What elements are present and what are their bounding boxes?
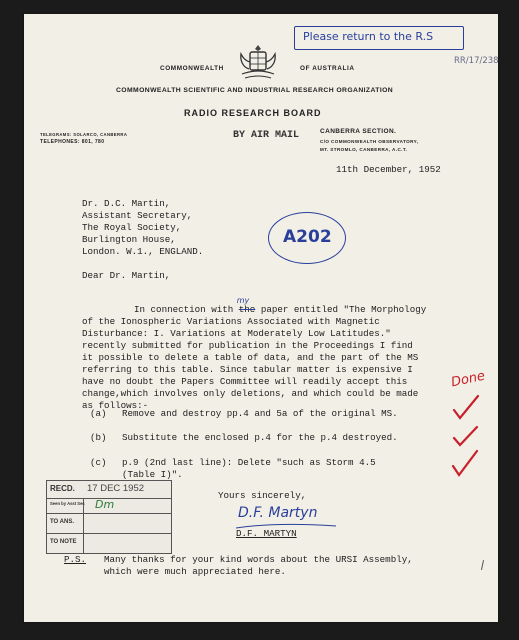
margin-pencil-mark	[481, 560, 484, 570]
of-australia-label: OF AUSTRALIA	[300, 65, 355, 72]
address-line: The Royal Society,	[82, 222, 182, 233]
body-line: of the Ionospheric Variations Associated with Magnetic	[82, 316, 380, 327]
stamp-recd-row	[47, 481, 171, 499]
list-item-label: (c)	[90, 457, 107, 468]
reference-circle	[268, 212, 346, 264]
signature: D.F. Martyn	[238, 505, 318, 521]
section-name: CANBERRA SECTION.	[320, 128, 397, 135]
postscript-line: Many thanks for your kind words about the URSI Assembly,	[104, 554, 413, 565]
list-item-label: (b)	[90, 432, 107, 443]
list-item-text: Substitute the enclosed p.4 for the p.4 destroyed.	[122, 432, 398, 443]
body-line: as follows:-	[82, 400, 149, 411]
signer-name: D.F. MARTYN	[236, 528, 297, 539]
observatory-line: C/O COMMONWEALTH OBSERVATORY,	[320, 139, 419, 144]
stamp-to-note-label: TO NOTE	[50, 539, 77, 545]
stamp-to-ans-row	[47, 513, 171, 534]
coat-of-arms-icon	[236, 42, 280, 84]
postscript-line: which were much appreciated here.	[104, 566, 286, 577]
struck-word-text: the	[238, 304, 256, 315]
stamp-to-ans-label: TO ANS.	[50, 519, 75, 525]
list-item-text: (Table I)".	[122, 469, 183, 480]
struck-word	[236, 296, 256, 315]
salutation: Dear Dr. Martin,	[82, 270, 171, 281]
closing: Yours sincerely,	[218, 490, 307, 501]
telephones-line: TELEPHONES: 801, 780	[40, 139, 105, 145]
letter-page	[24, 14, 498, 622]
stamp-seen-initials: Dm	[95, 498, 115, 511]
stamp-recd-label: RECD.	[50, 484, 75, 493]
done-annotation: Done	[449, 368, 487, 391]
stamp-seen-row	[47, 498, 171, 514]
list-item-text: p.9 (2nd last line): Delete "such as Storm 4.5	[122, 457, 376, 468]
red-tick-marks-icon	[448, 392, 488, 488]
postscript-text	[104, 554, 413, 578]
postscript-label: P.S.	[64, 554, 87, 565]
body-paragraph	[82, 296, 427, 412]
received-stamp	[46, 480, 172, 554]
body-line: recently submitted for publication in the Proceedings I find	[82, 340, 413, 351]
reference-number: RR/17/238	[454, 56, 499, 66]
address-line: Assistant Secretary,	[82, 210, 193, 221]
address-line: Dr. D.C. Martin,	[82, 198, 171, 209]
reference-circle-text: A202	[283, 227, 332, 247]
address-line: London. W.1., ENGLAND.	[82, 246, 204, 257]
stamp-recd-date: 17 DEC 1952	[87, 483, 145, 494]
commonwealth-label: COMMONWEALTH	[160, 65, 224, 72]
organization-name: COMMONWEALTH SCIENTIFIC AND INDUSTRIAL RESEARCH ORGANIZATION	[116, 87, 394, 94]
stamp-seen-label: Seen by Asst Sec	[50, 501, 85, 506]
air-mail-label: BY AIR MAIL	[233, 130, 300, 141]
recipient-address	[82, 198, 203, 258]
board-name: RADIO RESEARCH BOARD	[184, 108, 322, 118]
list-item-label: (a)	[90, 408, 107, 419]
body-line: Disturbance: I. Variations at Moderately Low Latitudes."	[82, 328, 391, 339]
body-text: In connection with	[134, 304, 234, 315]
list-item-text: Remove and destroy pp.4 and 5a of the original MS.	[122, 408, 398, 419]
handwritten-note-box	[294, 26, 464, 50]
location-line: MT. STROMLO, CANBERRA, A.C.T.	[320, 147, 408, 152]
inserted-word: my	[236, 296, 250, 305]
body-text: paper entitled "The Morphology	[260, 304, 427, 315]
telegrams-line: TELEGRAMS: SOLARCO, CANBERRA	[40, 132, 128, 137]
body-line: referring to this table. Since tabular matter is expensive I	[82, 364, 413, 375]
handwritten-note: Please return to the R.S	[303, 30, 434, 43]
stamp-to-note-row	[47, 533, 171, 553]
body-line: change,which involves only deletions, and which could be made	[82, 388, 419, 399]
letter-date: 11th December, 1952	[336, 164, 441, 175]
body-first-line	[82, 296, 427, 316]
body-line: it possible to delete a table of data, and the part of the MS	[82, 352, 419, 363]
address-line: Burlington House,	[82, 234, 176, 245]
body-line: have no doubt the Papers Committee will readily accept this	[82, 376, 408, 387]
